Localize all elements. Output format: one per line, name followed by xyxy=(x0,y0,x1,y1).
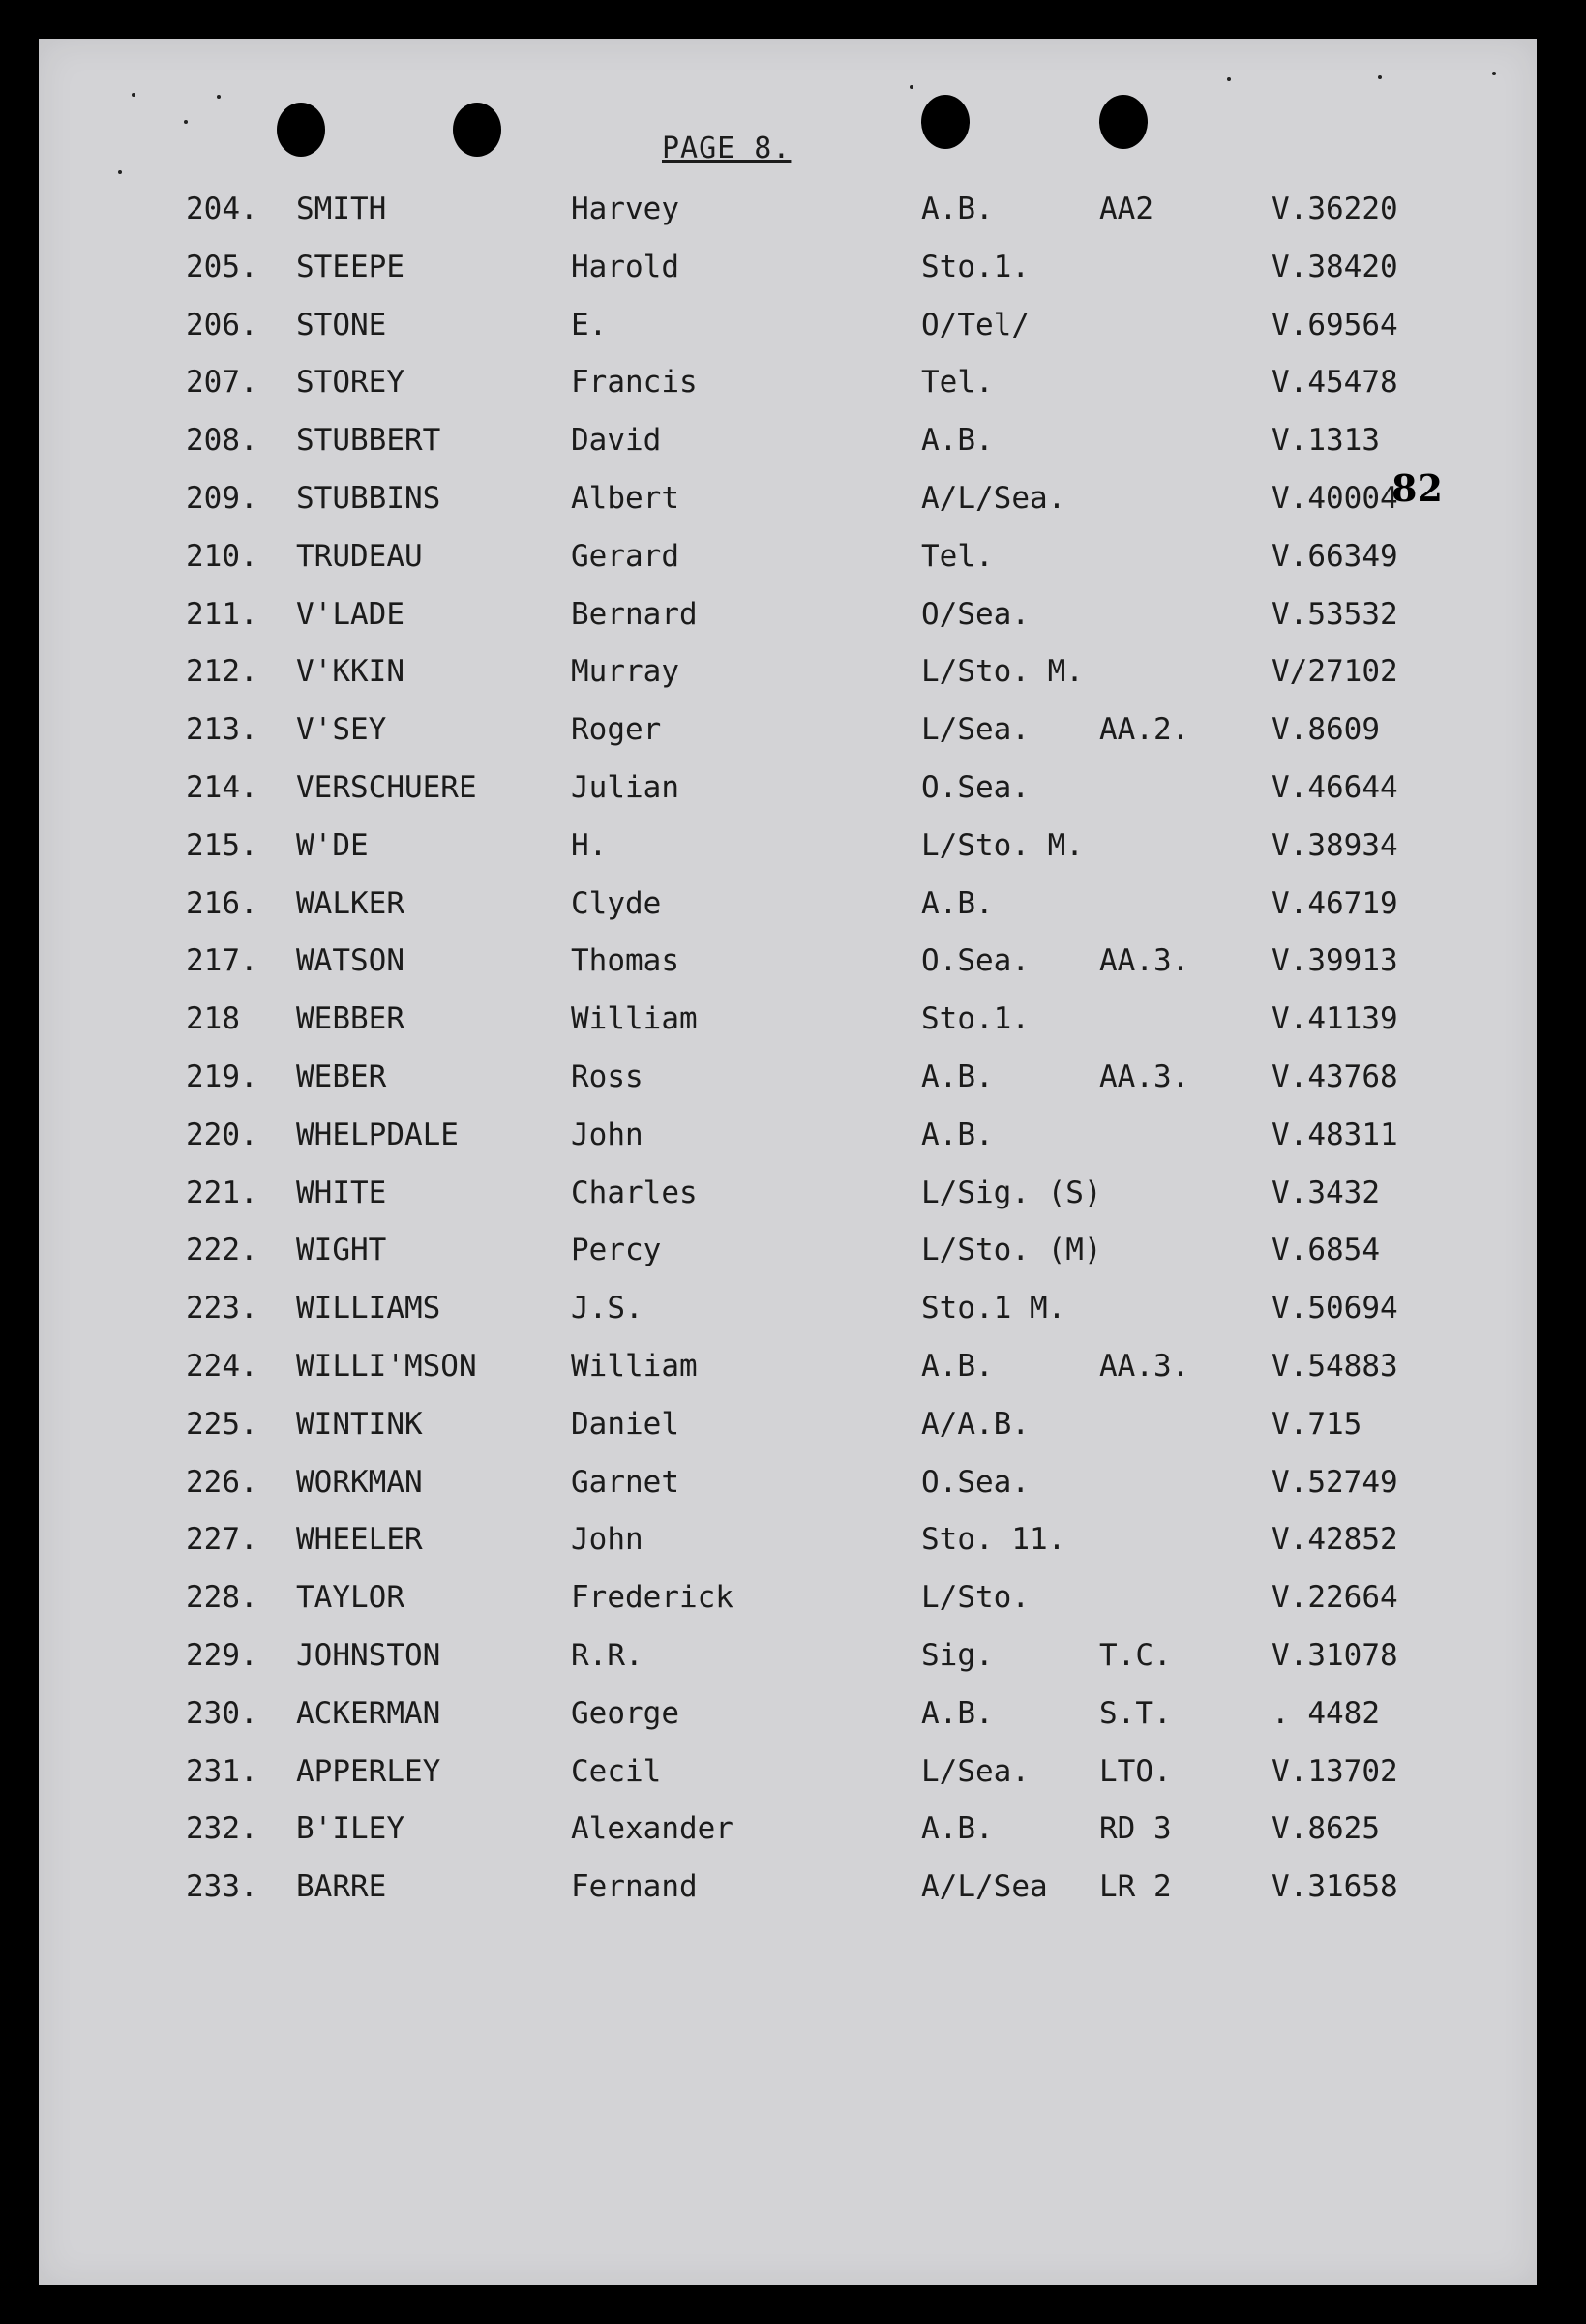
qualification: AA.3. xyxy=(1099,943,1190,979)
rank: A.B. xyxy=(921,1117,994,1152)
table-row xyxy=(0,1465,1498,1504)
rank: L/Sto. (M) xyxy=(921,1233,1102,1268)
first-name: Thomas xyxy=(571,943,679,979)
rank: Tel. xyxy=(921,538,994,574)
first-name: Cecil xyxy=(571,1753,662,1789)
row-number: 232. xyxy=(186,1811,258,1847)
service-number: V.42852 xyxy=(1272,1522,1398,1558)
first-name: R.R. xyxy=(571,1638,643,1673)
service-number: V.36220 xyxy=(1272,192,1398,226)
rank: L/Sig. (S) xyxy=(921,1175,1102,1210)
row-number: 214. xyxy=(186,770,258,805)
rank: Sto.1. xyxy=(921,249,1030,284)
paper-speck xyxy=(132,93,135,97)
surname: APPERLEY xyxy=(296,1753,441,1789)
first-name: Harvey xyxy=(571,192,679,226)
service-number: V.46644 xyxy=(1272,770,1398,805)
rank: L/Sto. xyxy=(921,1580,1030,1616)
table-row xyxy=(0,828,1498,867)
service-number: V.6854 xyxy=(1272,1233,1380,1268)
surname: WALKER xyxy=(296,885,404,921)
first-name: William xyxy=(571,1349,698,1384)
rank: O.Sea. xyxy=(921,1464,1030,1500)
rank: A/A.B. xyxy=(921,1406,1030,1442)
service-number: V.54883 xyxy=(1272,1349,1398,1384)
first-name: John xyxy=(571,1117,643,1152)
first-name: Alexander xyxy=(571,1811,733,1847)
surname: TAYLOR xyxy=(296,1580,404,1616)
first-name: Fernand xyxy=(571,1869,698,1905)
row-number: 206. xyxy=(186,307,258,343)
surname: WHELPDALE xyxy=(296,1117,459,1152)
first-name: J.S. xyxy=(571,1291,643,1326)
table-row xyxy=(0,1291,1498,1329)
rank: Sig. xyxy=(921,1638,994,1673)
first-name: Murray xyxy=(571,654,679,690)
surname: VERSCHUERE xyxy=(296,770,477,805)
paper-speck xyxy=(184,120,188,124)
rank: O/Tel/ xyxy=(921,307,1030,343)
rank: L/Sea. xyxy=(921,712,1030,748)
first-name: Clyde xyxy=(571,885,662,921)
row-number: 215. xyxy=(186,827,258,863)
rank: Sto.1 M. xyxy=(921,1291,1066,1326)
first-name: E. xyxy=(571,307,608,343)
punch-hole xyxy=(921,95,970,149)
table-row xyxy=(0,654,1498,693)
row-number: 211. xyxy=(186,596,258,632)
handwritten-annotation: 82 xyxy=(1391,466,1443,510)
service-number: V.13702 xyxy=(1272,1753,1398,1789)
service-number: . 4482 xyxy=(1272,1695,1380,1731)
table-row xyxy=(0,1869,1498,1908)
qualification: AA.2. xyxy=(1099,712,1190,748)
row-number: 217. xyxy=(186,943,258,979)
row-number: 224. xyxy=(186,1349,258,1384)
rank: A.B. xyxy=(921,192,994,226)
row-number: 221. xyxy=(186,1175,258,1210)
rank: Sto.1. xyxy=(921,1001,1030,1037)
first-name: Albert xyxy=(571,481,679,516)
surname: V'SEY xyxy=(296,712,387,748)
table-row xyxy=(0,250,1498,288)
service-number: V.3432 xyxy=(1272,1175,1380,1210)
surname: WILLIAMS xyxy=(296,1291,441,1326)
row-number: 222. xyxy=(186,1233,258,1268)
service-number: V.41139 xyxy=(1272,1001,1398,1037)
row-number: 205. xyxy=(186,249,258,284)
service-number: V.39913 xyxy=(1272,943,1398,979)
table-row xyxy=(0,1407,1498,1445)
paper-speck xyxy=(1492,72,1496,75)
first-name: Roger xyxy=(571,712,662,748)
service-number: V.40004 xyxy=(1272,481,1398,516)
rank: A.B. xyxy=(921,1349,994,1384)
table-row xyxy=(0,712,1498,751)
first-name: Garnet xyxy=(571,1464,679,1500)
rank: L/Sto. M. xyxy=(921,654,1084,690)
service-number: V.31078 xyxy=(1272,1638,1398,1673)
rank: A/L/Sea. xyxy=(921,481,1066,516)
first-name: Bernard xyxy=(571,596,698,632)
rank: A.B. xyxy=(921,1059,994,1094)
rank: O/Sea. xyxy=(921,596,1030,632)
service-number: V.1313 xyxy=(1272,423,1380,459)
qualification: AA2 xyxy=(1099,192,1153,226)
surname: WHITE xyxy=(296,1175,387,1210)
qualification: T.C. xyxy=(1099,1638,1172,1673)
row-number: 228. xyxy=(186,1580,258,1616)
row-number: 220. xyxy=(186,1117,258,1152)
service-number: V.8609 xyxy=(1272,712,1380,748)
service-number: V.45478 xyxy=(1272,365,1398,401)
table-row xyxy=(0,1811,1498,1850)
service-number: V.31658 xyxy=(1272,1869,1398,1905)
rank: A.B. xyxy=(921,885,994,921)
rank: L/Sea. xyxy=(921,1753,1030,1789)
row-number: 210. xyxy=(186,538,258,574)
service-number: V.46719 xyxy=(1272,885,1398,921)
row-number: 213. xyxy=(186,712,258,748)
first-name: Francis xyxy=(571,365,698,401)
row-number: 225. xyxy=(186,1406,258,1442)
table-row xyxy=(0,308,1498,346)
row-number: 212. xyxy=(186,654,258,690)
rank: O.Sea. xyxy=(921,770,1030,805)
service-number: V.38934 xyxy=(1272,827,1398,863)
row-number: 223. xyxy=(186,1291,258,1326)
table-row xyxy=(0,1522,1498,1561)
row-number: 226. xyxy=(186,1464,258,1500)
row-number: 229. xyxy=(186,1638,258,1673)
first-name: Charles xyxy=(571,1175,698,1210)
table-row xyxy=(0,481,1498,520)
row-number: 204. xyxy=(186,192,258,226)
table-row xyxy=(0,1580,1498,1619)
qualification: LTO. xyxy=(1099,1753,1172,1789)
table-row xyxy=(0,1638,1498,1677)
row-number: 216. xyxy=(186,885,258,921)
service-number: V.22664 xyxy=(1272,1580,1398,1616)
surname: SMITH xyxy=(296,192,387,226)
surname: ACKERMAN xyxy=(296,1695,441,1731)
qualification: S.T. xyxy=(1099,1695,1172,1731)
surname: STONE xyxy=(296,307,387,343)
first-name: Percy xyxy=(571,1233,662,1268)
surname: V'KKIN xyxy=(296,654,404,690)
surname: BARRE xyxy=(296,1869,387,1905)
qualification: LR 2 xyxy=(1099,1869,1172,1905)
table-row xyxy=(0,597,1498,636)
rank: A.B. xyxy=(921,1695,994,1731)
row-number: 230. xyxy=(186,1695,258,1731)
service-number: V.43768 xyxy=(1272,1059,1398,1094)
rank: O.Sea. xyxy=(921,943,1030,979)
first-name: Julian xyxy=(571,770,679,805)
rank: L/Sto. M. xyxy=(921,827,1084,863)
paper-speck xyxy=(1378,75,1382,79)
surname: STEEPE xyxy=(296,249,404,284)
surname: WINTINK xyxy=(296,1406,423,1442)
surname: TRUDEAU xyxy=(296,538,423,574)
paper-speck xyxy=(910,85,913,89)
surname: WEBBER xyxy=(296,1001,404,1037)
surname: B'ILEY xyxy=(296,1811,404,1847)
punch-hole xyxy=(453,103,501,157)
table-row xyxy=(0,192,1498,230)
first-name: Gerard xyxy=(571,538,679,574)
surname: STUBBINS xyxy=(296,481,441,516)
service-number: V.48311 xyxy=(1272,1117,1398,1152)
table-row xyxy=(0,1001,1498,1040)
table-row xyxy=(0,1233,1498,1271)
surname: WATSON xyxy=(296,943,404,979)
table-row xyxy=(0,539,1498,578)
table-row xyxy=(0,886,1498,925)
row-number: 219. xyxy=(186,1059,258,1094)
table-row xyxy=(0,943,1498,982)
punch-hole xyxy=(1099,95,1148,149)
first-name: Ross xyxy=(571,1059,643,1094)
service-number: V.715 xyxy=(1272,1406,1362,1442)
surname: WORKMAN xyxy=(296,1464,423,1500)
service-number: V.69564 xyxy=(1272,307,1398,343)
first-name: William xyxy=(571,1001,698,1037)
table-row xyxy=(0,1176,1498,1214)
qualification: AA.3. xyxy=(1099,1349,1190,1384)
table-row xyxy=(0,1117,1498,1156)
rank: A.B. xyxy=(921,1811,994,1847)
row-number: 208. xyxy=(186,423,258,459)
table-row xyxy=(0,1754,1498,1793)
qualification: RD 3 xyxy=(1099,1811,1172,1847)
service-number: V.52749 xyxy=(1272,1464,1398,1500)
service-number: V/27102 xyxy=(1272,654,1398,690)
first-name: Daniel xyxy=(571,1406,679,1442)
first-name: Harold xyxy=(571,249,679,284)
table-row xyxy=(0,365,1498,403)
row-number: 218 xyxy=(186,1001,240,1037)
surname: WIGHT xyxy=(296,1233,387,1268)
row-number: 231. xyxy=(186,1753,258,1789)
surname: STOREY xyxy=(296,365,404,401)
service-number: V.66349 xyxy=(1272,538,1398,574)
rank: Tel. xyxy=(921,365,994,401)
surname: WHEELER xyxy=(296,1522,423,1558)
service-number: V.38420 xyxy=(1272,249,1398,284)
row-number: 227. xyxy=(186,1522,258,1558)
table-row xyxy=(0,423,1498,462)
qualification: AA.3. xyxy=(1099,1059,1190,1094)
surname: W'DE xyxy=(296,827,369,863)
first-name: David xyxy=(571,423,662,459)
row-number: 209. xyxy=(186,481,258,516)
first-name: Frederick xyxy=(571,1580,733,1616)
table-row xyxy=(0,770,1498,809)
surname: JOHNSTON xyxy=(296,1638,441,1673)
service-number: V.53532 xyxy=(1272,596,1398,632)
paper-speck xyxy=(217,95,221,99)
first-name: George xyxy=(571,1695,679,1731)
surname: WEBER xyxy=(296,1059,387,1094)
rank: A/L/Sea xyxy=(921,1869,1048,1905)
punch-hole xyxy=(277,103,325,157)
first-name: John xyxy=(571,1522,643,1558)
surname: WILLI'MSON xyxy=(296,1349,477,1384)
first-name: H. xyxy=(571,827,608,863)
table-row xyxy=(0,1349,1498,1387)
table-row xyxy=(0,1059,1498,1098)
table-row xyxy=(0,1696,1498,1735)
rank: Sto. 11. xyxy=(921,1522,1066,1558)
service-number: V.8625 xyxy=(1272,1811,1380,1847)
surname: STUBBERT xyxy=(296,423,441,459)
rank: A.B. xyxy=(921,423,994,459)
surname: V'LADE xyxy=(296,596,404,632)
row-number: 233. xyxy=(186,1869,258,1905)
paper-speck xyxy=(118,170,122,174)
page-title: PAGE 8. xyxy=(662,132,792,165)
paper-speck xyxy=(1227,77,1231,81)
service-number: V.50694 xyxy=(1272,1291,1398,1326)
row-number: 207. xyxy=(186,365,258,401)
